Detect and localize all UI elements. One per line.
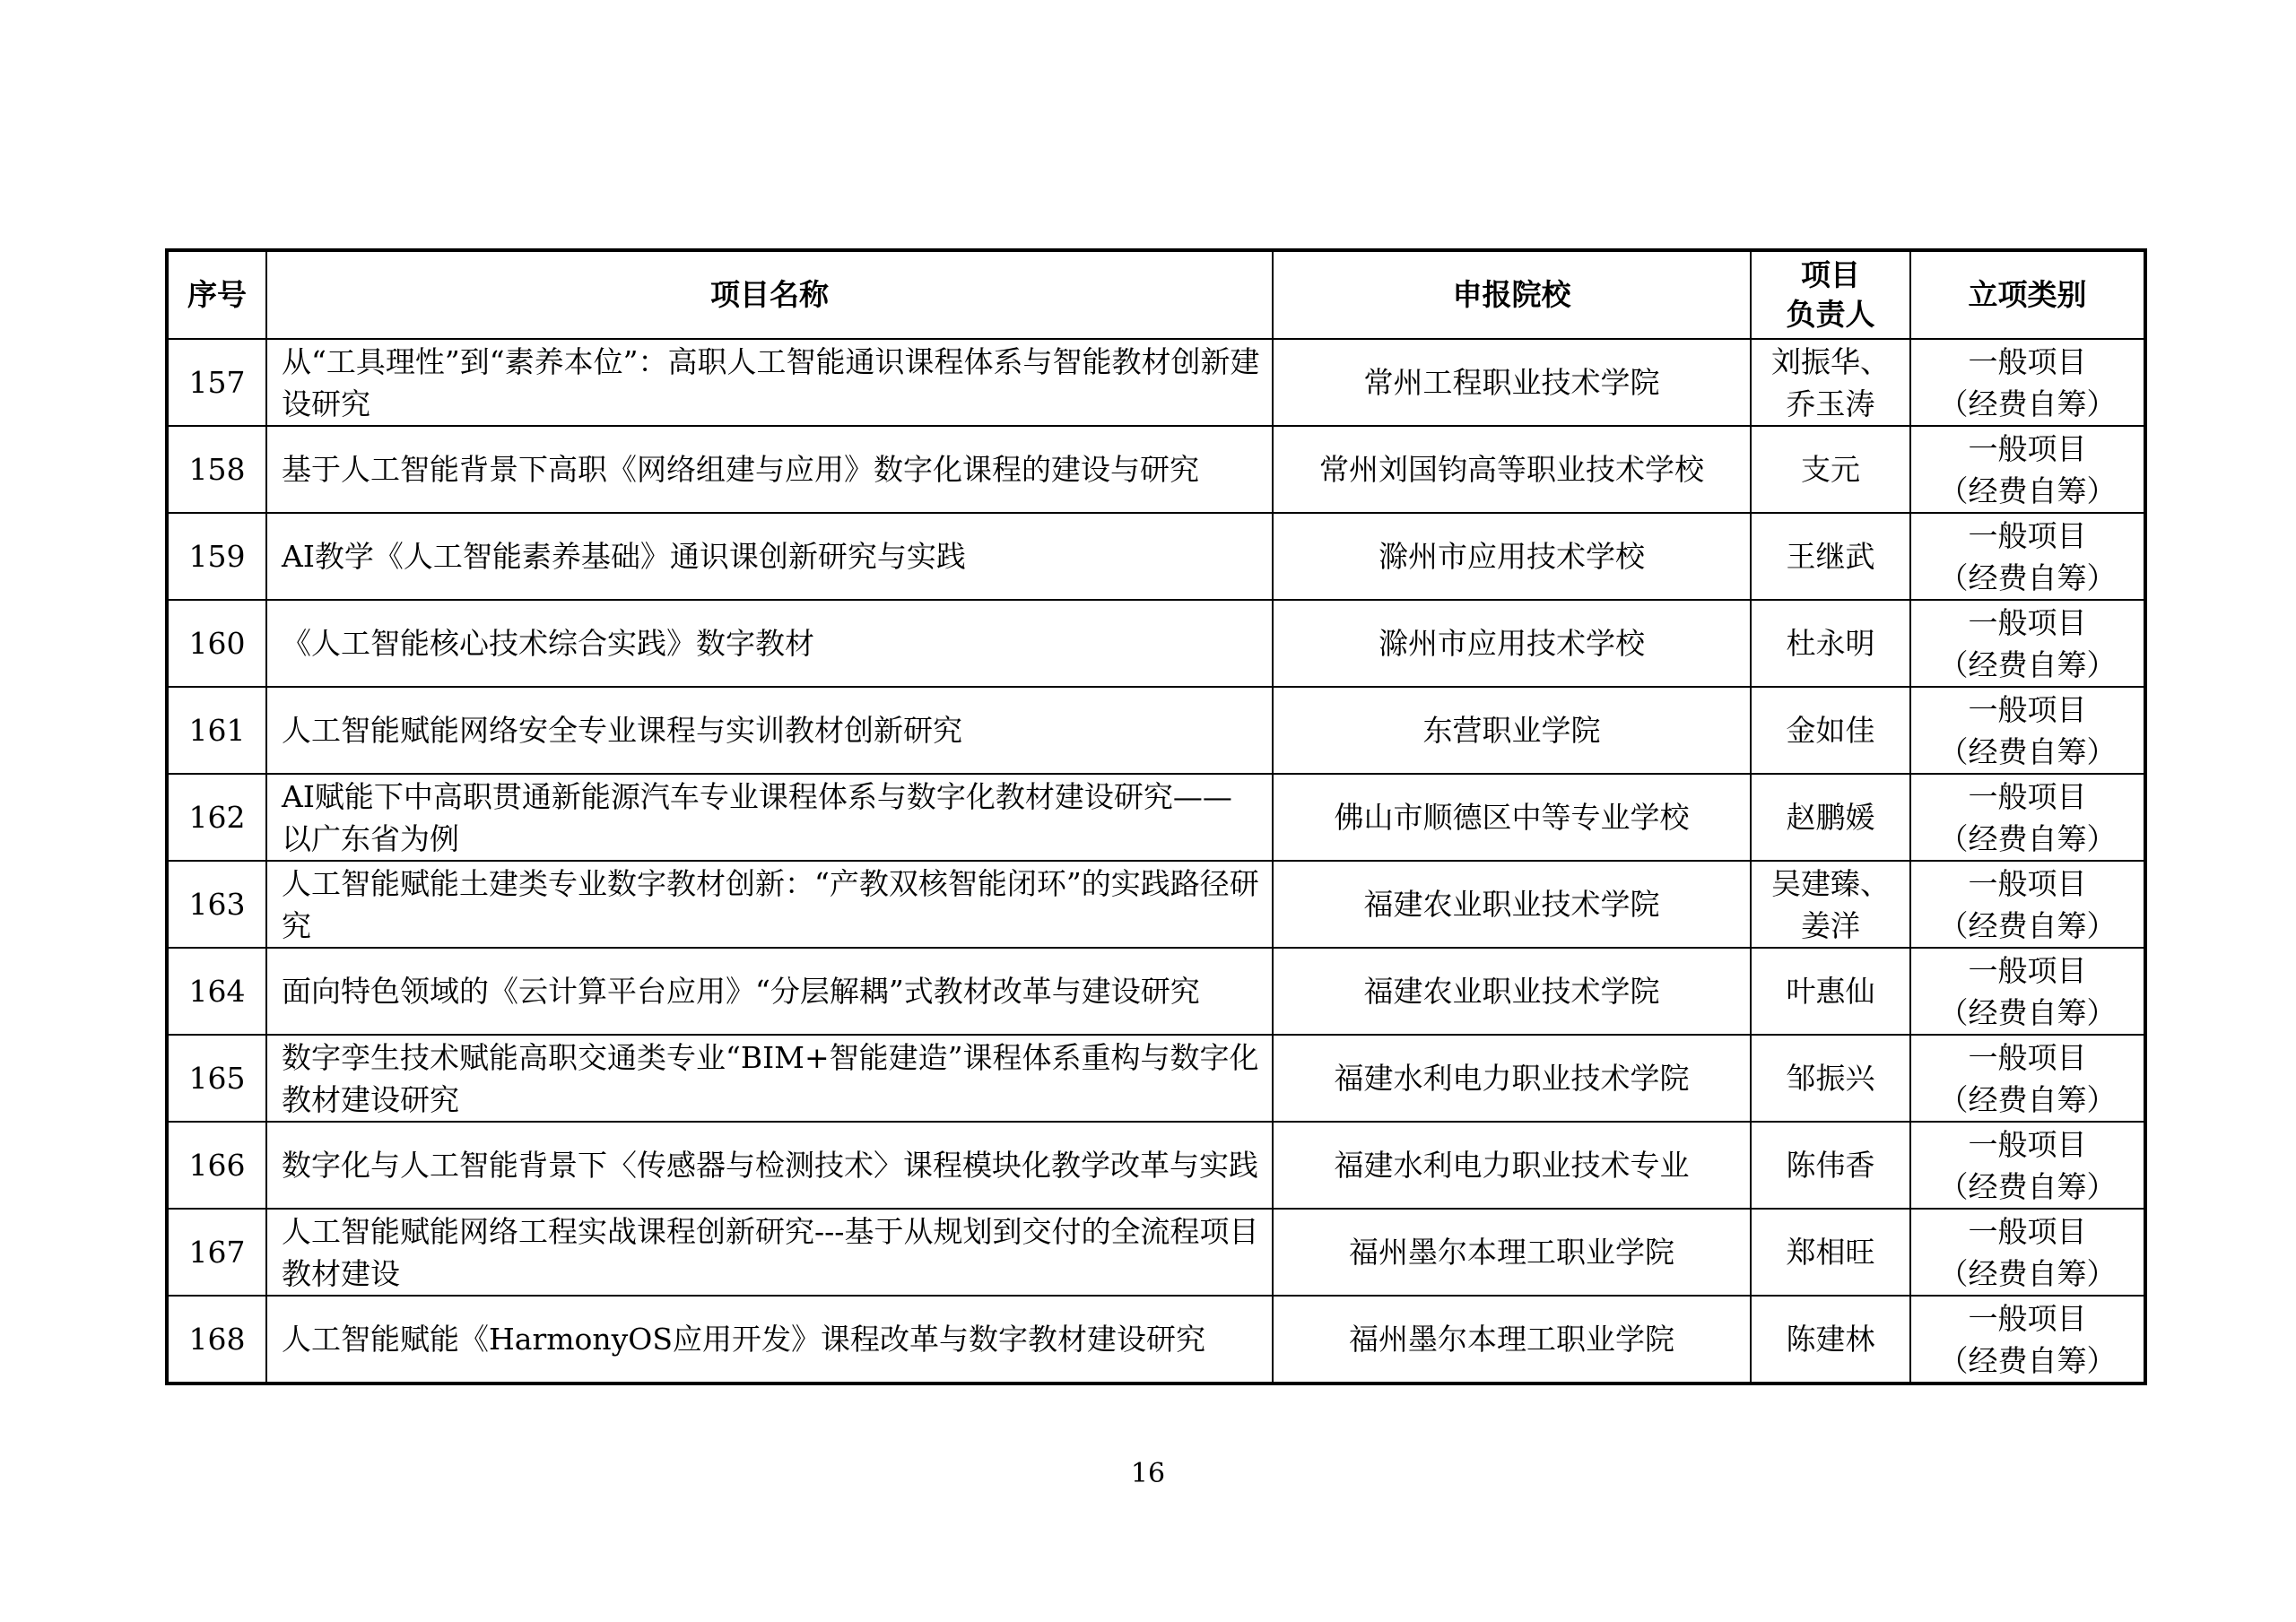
row-project-leader [1751, 1296, 1910, 1383]
row-project-name: 从“工具理性”到“素养本位”：高职人工智能通识课程体系与智能教材创新建设研究 [266, 339, 1273, 426]
row-serial-number: 164 [167, 948, 266, 1035]
row-category-line: 一般项目 [1968, 517, 2087, 553]
row-category-line: 一般项目 [1968, 343, 2087, 379]
row-project-leader-line: 叶惠仙 [1786, 974, 1875, 1009]
row-category [1910, 600, 2145, 687]
row-school: 滁州市应用技术学校 [1273, 600, 1751, 687]
row-category-line: 一般项目 [1968, 1213, 2087, 1249]
row-school: 福州墨尔本理工职业学院 [1273, 1209, 1751, 1296]
row-category-line: 一般项目 [1968, 778, 2087, 814]
row-project-leader [1751, 600, 1910, 687]
row-project-leader-line: 王继武 [1786, 539, 1875, 574]
row-category [1910, 774, 2145, 861]
row-project-leader [1751, 1122, 1910, 1209]
row-project-leader-line: 杜永明 [1786, 626, 1875, 661]
row-project-leader [1751, 513, 1910, 600]
row-project-name: 人工智能赋能土建类专业数字教材创新：“产教双核智能闭环”的实践路径研究 [266, 861, 1273, 948]
table-header-row [167, 250, 2145, 339]
row-category-line: （经费自筹） [1938, 473, 2117, 508]
row-category-line: （经费自筹） [1938, 386, 2117, 421]
row-school: 福州墨尔本理工职业学院 [1273, 1296, 1751, 1383]
row-category-line: （经费自筹） [1938, 1081, 2117, 1117]
table-row [167, 1122, 2145, 1209]
row-project-leader-line: 郑相旺 [1786, 1235, 1875, 1270]
row-serial-number: 160 [167, 600, 266, 687]
project-table-container [165, 248, 2147, 1385]
row-serial-number: 168 [167, 1296, 266, 1383]
header-project-leader [1751, 250, 1910, 339]
row-project-name: 人工智能赋能网络安全专业课程与实训教材创新研究 [266, 687, 1273, 774]
row-school: 福建水利电力职业技术专业 [1273, 1122, 1751, 1209]
row-category [1910, 513, 2145, 600]
row-serial-number: 165 [167, 1035, 266, 1122]
row-project-leader-line: 金如佳 [1786, 713, 1875, 748]
row-project-leader-line: 邹振兴 [1786, 1061, 1875, 1096]
row-project-leader-line: 乔玉涛 [1786, 386, 1875, 421]
row-category [1910, 1209, 2145, 1296]
row-serial-number: 166 [167, 1122, 266, 1209]
row-category [1910, 687, 2145, 774]
row-category-line: （经费自筹） [1938, 994, 2117, 1030]
row-project-leader [1751, 1209, 1910, 1296]
row-project-name: 《人工智能核心技术综合实践》数字教材 [266, 600, 1273, 687]
row-category-line: 一般项目 [1968, 865, 2087, 901]
row-serial-number: 167 [167, 1209, 266, 1296]
header-project-leader-line1: 项目 [1801, 257, 1860, 292]
table-row [167, 600, 2145, 687]
header-school: 申报院校 [1273, 250, 1751, 339]
row-project-leader [1751, 426, 1910, 513]
row-project-leader [1751, 687, 1910, 774]
row-project-name: 数字孪生技术赋能高职交通类专业“BIM+智能建造”课程体系重构与数字化教材建设研究 [266, 1035, 1273, 1122]
row-school: 东营职业学院 [1273, 687, 1751, 774]
row-school: 福建农业职业技术学院 [1273, 861, 1751, 948]
row-category-line: 一般项目 [1968, 1300, 2087, 1336]
project-table [165, 248, 2147, 1385]
row-project-name: 数字化与人工智能背景下〈传感器与检测技术〉课程模块化教学改革与实践 [266, 1122, 1273, 1209]
table-body [167, 339, 2145, 1383]
row-project-leader-line: 吴建臻、 [1771, 865, 1890, 901]
row-category-line: 一般项目 [1968, 952, 2087, 988]
row-serial-number: 161 [167, 687, 266, 774]
row-category [1910, 426, 2145, 513]
row-school: 佛山市顺德区中等专业学校 [1273, 774, 1751, 861]
row-project-leader-line: 姜洋 [1801, 907, 1860, 943]
row-category [1910, 1296, 2145, 1383]
row-category-line: 一般项目 [1968, 691, 2087, 727]
row-serial-number: 157 [167, 339, 266, 426]
row-school: 常州刘国钧高等职业技术学校 [1273, 426, 1751, 513]
row-serial-number: 162 [167, 774, 266, 861]
row-school: 滁州市应用技术学校 [1273, 513, 1751, 600]
row-category-line: （经费自筹） [1938, 646, 2117, 682]
table-row [167, 339, 2145, 426]
row-project-leader-line: 陈伟香 [1786, 1148, 1875, 1183]
row-category [1910, 861, 2145, 948]
page-number: 16 [1130, 1458, 1166, 1489]
row-serial-number: 158 [167, 426, 266, 513]
row-project-leader-line: 赵鹏媛 [1786, 800, 1875, 835]
row-school: 福建水利电力职业技术学院 [1273, 1035, 1751, 1122]
row-project-name: 人工智能赋能《HarmonyOS应用开发》课程改革与数字教材建设研究 [266, 1296, 1273, 1383]
row-project-name: 面向特色领域的《云计算平台应用》“分层解耦”式教材改革与建设研究 [266, 948, 1273, 1035]
row-project-leader [1751, 861, 1910, 948]
row-category-line: （经费自筹） [1938, 820, 2117, 856]
row-category-line: （经费自筹） [1938, 907, 2117, 943]
row-category-line: （经费自筹） [1938, 1342, 2117, 1378]
row-category-line: 一般项目 [1968, 604, 2087, 640]
row-category-line: 一般项目 [1968, 1126, 2087, 1162]
row-project-leader [1751, 948, 1910, 1035]
row-school: 福建农业职业技术学院 [1273, 948, 1751, 1035]
row-project-name: 人工智能赋能网络工程实战课程创新研究---基于从规划到交付的全流程项目教材建设 [266, 1209, 1273, 1296]
table-row [167, 1209, 2145, 1296]
row-project-name: 基于人工智能背景下高职《网络组建与应用》数字化课程的建设与研究 [266, 426, 1273, 513]
row-serial-number: 163 [167, 861, 266, 948]
header-category: 立项类别 [1910, 250, 2145, 339]
row-category-line: （经费自筹） [1938, 1255, 2117, 1291]
table-row [167, 513, 2145, 600]
header-project-name: 项目名称 [266, 250, 1273, 339]
row-category-line: 一般项目 [1968, 430, 2087, 466]
row-project-leader-line: 陈建林 [1786, 1322, 1875, 1357]
row-category-line: （经费自筹） [1938, 1168, 2117, 1204]
row-category [1910, 948, 2145, 1035]
row-category-line: （经费自筹） [1938, 733, 2117, 769]
table-row [167, 687, 2145, 774]
row-project-name: AI教学《人工智能素养基础》通识课创新研究与实践 [266, 513, 1273, 600]
row-school: 常州工程职业技术学院 [1273, 339, 1751, 426]
row-project-leader-line: 支元 [1801, 452, 1860, 487]
header-project-leader-line2: 负责人 [1786, 297, 1875, 332]
row-category [1910, 1122, 2145, 1209]
row-project-leader-line: 刘振华、 [1771, 343, 1890, 379]
table-row [167, 1035, 2145, 1122]
table-row [167, 861, 2145, 948]
row-category [1910, 339, 2145, 426]
table-row [167, 426, 2145, 513]
row-project-leader [1751, 1035, 1910, 1122]
row-project-leader [1751, 339, 1910, 426]
table-row [167, 1296, 2145, 1383]
row-project-leader [1751, 774, 1910, 861]
header-serial-number: 序号 [167, 250, 266, 339]
row-category-line: 一般项目 [1968, 1039, 2087, 1075]
row-category [1910, 1035, 2145, 1122]
table-row [167, 774, 2145, 861]
row-serial-number: 159 [167, 513, 266, 600]
row-category-line: （经费自筹） [1938, 559, 2117, 595]
table-row [167, 948, 2145, 1035]
row-project-name: AI赋能下中高职贯通新能源汽车专业课程体系与数字化教材建设研究——以广东省为例 [266, 774, 1273, 861]
